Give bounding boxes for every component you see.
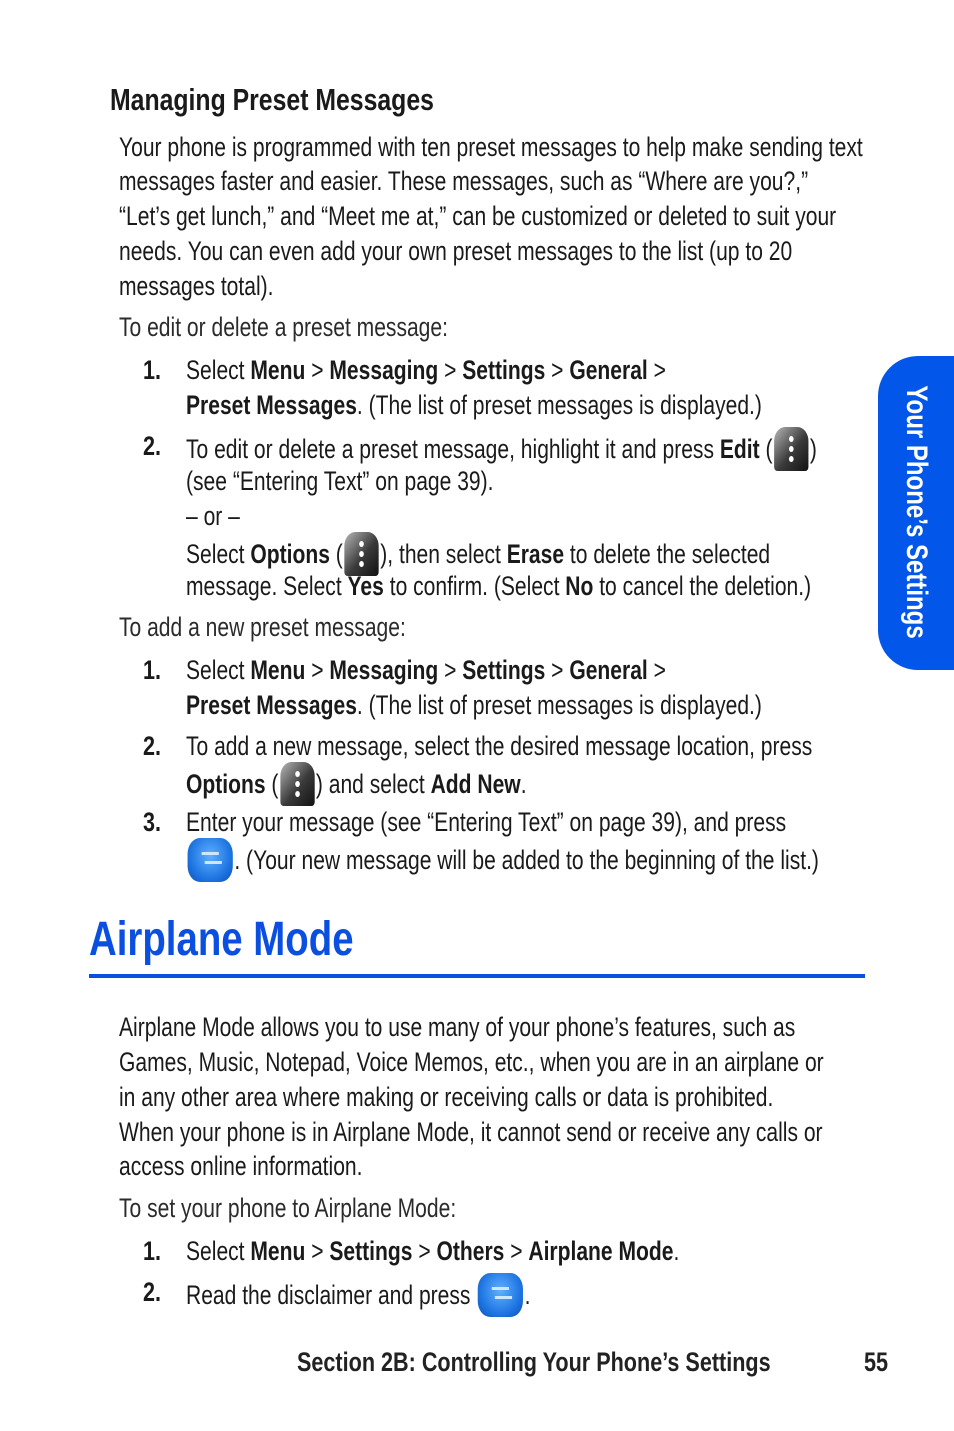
bold-term: Yes [347, 571, 384, 601]
step-number: 1. [143, 1236, 162, 1266]
text-run: . [520, 769, 527, 800]
heading-rule [89, 974, 865, 978]
text-run: . [524, 1280, 531, 1311]
bold-term: Erase [506, 539, 565, 570]
step-number: 1. [143, 355, 162, 385]
text-run: – or – [186, 501, 240, 531]
step-line [186, 534, 770, 568]
bold-term: Preset Messages [186, 690, 357, 720]
text-run: Select [186, 355, 251, 385]
step-number: 2. [143, 431, 162, 461]
text-run: ( [265, 769, 279, 800]
text-run: to confirm. (Select [383, 571, 566, 601]
text-run: When your phone is in Airplane Mode, it cannot send or receive any calls or [119, 1117, 823, 1147]
text-run: Select [186, 1236, 251, 1266]
text-run: Enter your message (see “Entering Text” on page 39), and press [186, 807, 787, 837]
text-run: > [305, 655, 330, 685]
step-number: 2. [143, 1277, 162, 1307]
paragraph-line [119, 269, 274, 303]
text-run: ) and select [315, 769, 431, 800]
step-number: 2. [143, 731, 162, 761]
text-run: message. Select [186, 571, 348, 601]
procedure-title: To add a new preset message: [119, 612, 406, 642]
bold-term: Options [250, 539, 330, 570]
soft-key-icon [280, 762, 314, 806]
step-line [186, 764, 527, 798]
bold-term: Edit [719, 434, 760, 465]
paragraph-line [119, 199, 836, 233]
paragraph-line [119, 234, 792, 268]
text-run: ), then select [380, 539, 507, 570]
paragraph-line [119, 1115, 823, 1149]
bold-term: Add New [430, 769, 521, 800]
step-line [186, 1234, 679, 1268]
bold-term: Airplane Mode [528, 1236, 674, 1266]
section-heading: Managing Preset Messages [110, 82, 434, 117]
footer-section-title: Section 2B: Controlling Your Phone’s Settings [297, 1347, 771, 1377]
text-run: > [545, 655, 570, 685]
bold-term: Messaging [329, 655, 439, 685]
step-line [186, 429, 817, 463]
text-run: to delete the selected [564, 539, 771, 570]
text-run: . (The list of preset messages is displayed.) [356, 690, 762, 720]
bold-term: Settings [462, 355, 546, 385]
text-run: > [305, 1236, 330, 1266]
step-line [186, 569, 811, 603]
text-run: > [504, 1236, 529, 1266]
text-run: messages faster and easier. These messages, such as “Where are you?,” [119, 166, 809, 196]
text-run: > [647, 355, 666, 385]
text-run: > [545, 355, 570, 385]
text-run: ( [329, 539, 343, 570]
procedure-title: To set your phone to Airplane Mode: [119, 1193, 457, 1223]
step-line [186, 388, 762, 422]
text-run: ( [759, 434, 773, 465]
paragraph-line [119, 1149, 362, 1183]
chapter-heading: Airplane Mode [89, 913, 354, 966]
bold-term: Menu [250, 655, 306, 685]
text-run: To add a new message, select the desired message location, press [186, 731, 813, 761]
bold-term: General [569, 355, 648, 385]
step-line [186, 840, 819, 874]
step-line [186, 499, 240, 533]
step-line [186, 353, 666, 387]
text-run: To edit or delete a preset message, highlight it and press [186, 434, 720, 465]
text-run: . [673, 1236, 680, 1266]
text-run: > [412, 1236, 437, 1266]
text-run: (see “Entering Text” on page 39). [186, 466, 494, 496]
paragraph-line [119, 1010, 795, 1044]
text-run: Select [186, 539, 251, 570]
paragraph-line [119, 164, 808, 198]
text-run: access online information. [119, 1151, 363, 1181]
step-number: 1. [143, 655, 162, 685]
procedure-title: To edit or delete a preset message: [119, 312, 448, 342]
text-run: > [647, 655, 666, 685]
bold-term: General [569, 655, 648, 685]
text-run: in any other area where making or receiving calls or data is prohibited. [119, 1082, 774, 1112]
side-tab-label: Your Phone’s Settings [900, 385, 933, 639]
text-run: to cancel the deletion.) [593, 571, 812, 601]
step-line [186, 1275, 531, 1309]
paragraph-line [119, 1045, 824, 1079]
step-number: 3. [143, 807, 162, 837]
menu-ok-key-icon [478, 1273, 523, 1317]
text-run: Your phone is programmed with ten preset messages to help make sending text [119, 132, 863, 162]
bold-term: Preset Messages [186, 390, 357, 420]
text-run: . (The list of preset messages is displayed.) [356, 390, 762, 420]
text-run: > [438, 655, 463, 685]
text-run: Select [186, 655, 251, 685]
bold-term: Menu [250, 1236, 306, 1266]
step-line [186, 688, 762, 722]
text-run: needs. You can even add your own preset messages to the list (up to 20 [119, 236, 793, 266]
step-line [186, 653, 666, 687]
text-run: Games, Music, Notepad, Voice Memos, etc., when you are in an airplane or [119, 1047, 824, 1077]
bold-term: Others [436, 1236, 505, 1266]
step-line [186, 464, 494, 498]
text-run: “Let’s get lunch,” and “Meet me at,” can be customized or deleted to suit your [119, 201, 837, 231]
text-run: > [438, 355, 463, 385]
bold-term: Messaging [329, 355, 439, 385]
bold-term: Settings [462, 655, 546, 685]
paragraph-line [119, 1080, 773, 1114]
text-run: Read the disclaimer and press [186, 1280, 477, 1311]
bold-term: Menu [250, 355, 306, 385]
menu-ok-key-icon [188, 838, 233, 882]
bold-term: No [565, 571, 594, 601]
text-run: messages total). [119, 271, 274, 301]
step-line [186, 729, 812, 763]
bold-term: Settings [329, 1236, 413, 1266]
soft-key-icon [774, 427, 808, 471]
page-number: 55 [864, 1347, 889, 1377]
text-run: Airplane Mode allows you to use many of your phone’s features, such as [119, 1012, 796, 1042]
bold-term: Options [186, 769, 266, 800]
text-run: > [305, 355, 330, 385]
paragraph-line [119, 130, 863, 164]
text-run: ) [809, 434, 817, 465]
step-line [186, 805, 786, 839]
text-run: . (Your new message will be added to the beginning of the list.) [234, 845, 819, 876]
